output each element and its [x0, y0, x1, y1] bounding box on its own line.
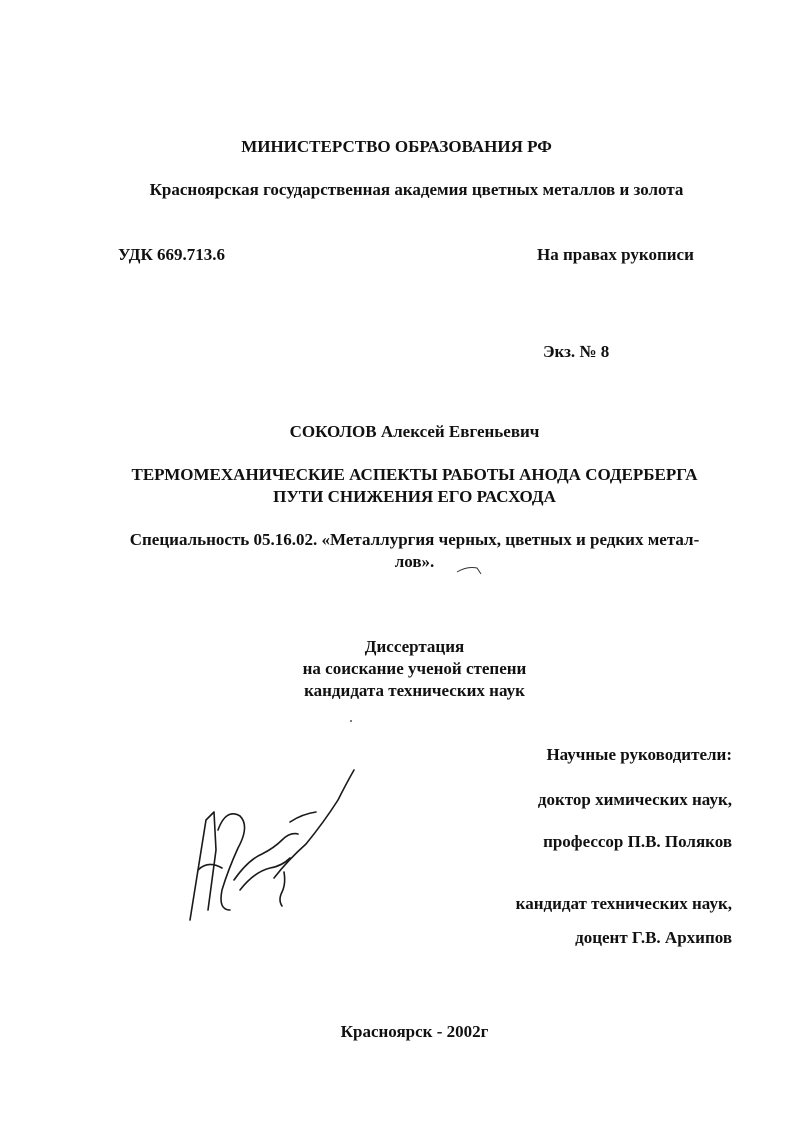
- academy-name: Красноярская государственная академия цветных металлов и золота: [149, 180, 684, 199]
- supervisor-2-name: доцент Г.В. Архипов: [575, 928, 732, 947]
- pen-mark-icon: [455, 562, 485, 578]
- specialty-line-2: лов».: [394, 552, 435, 571]
- copy-number: Экз. № 8: [543, 342, 610, 361]
- dissertation-label: Диссертация: [364, 637, 465, 656]
- degree-name: кандидата технических наук: [304, 681, 525, 700]
- supervisors-heading: Научные руководители:: [546, 745, 732, 764]
- degree-purpose: на соискание ученой степени: [302, 659, 527, 678]
- handwritten-signature-icon: [178, 760, 358, 930]
- thesis-title-line-2: ПУТИ СНИЖЕНИЯ ЕГО РАСХОДА: [273, 487, 556, 506]
- city-and-year: Красноярск - 2002г: [340, 1022, 489, 1041]
- manuscript-rights: На правах рукописи: [537, 245, 694, 264]
- udk-code: УДК 669.713.6: [118, 245, 226, 264]
- ministry-heading: МИНИСТЕРСТВО ОБРАЗОВАНИЯ РФ: [241, 137, 552, 156]
- thesis-title-line-1: ТЕРМОМЕХАНИЧЕСКИЕ АСПЕКТЫ РАБОТЫ АНОДА СОДЕРБЕРГА: [131, 465, 698, 484]
- specialty-line-1: Специальность 05.16.02. «Металлургия черных, цветных и редких метал-: [129, 530, 700, 549]
- scan-speck: [350, 720, 352, 722]
- supervisor-2-degree: кандидат технических наук,: [515, 894, 732, 913]
- supervisor-1-name: профессор П.В. Поляков: [543, 832, 732, 851]
- supervisor-1-degree: доктор химических наук,: [537, 790, 732, 809]
- author-name: СОКОЛОВ Алексей Евгеньевич: [289, 422, 540, 441]
